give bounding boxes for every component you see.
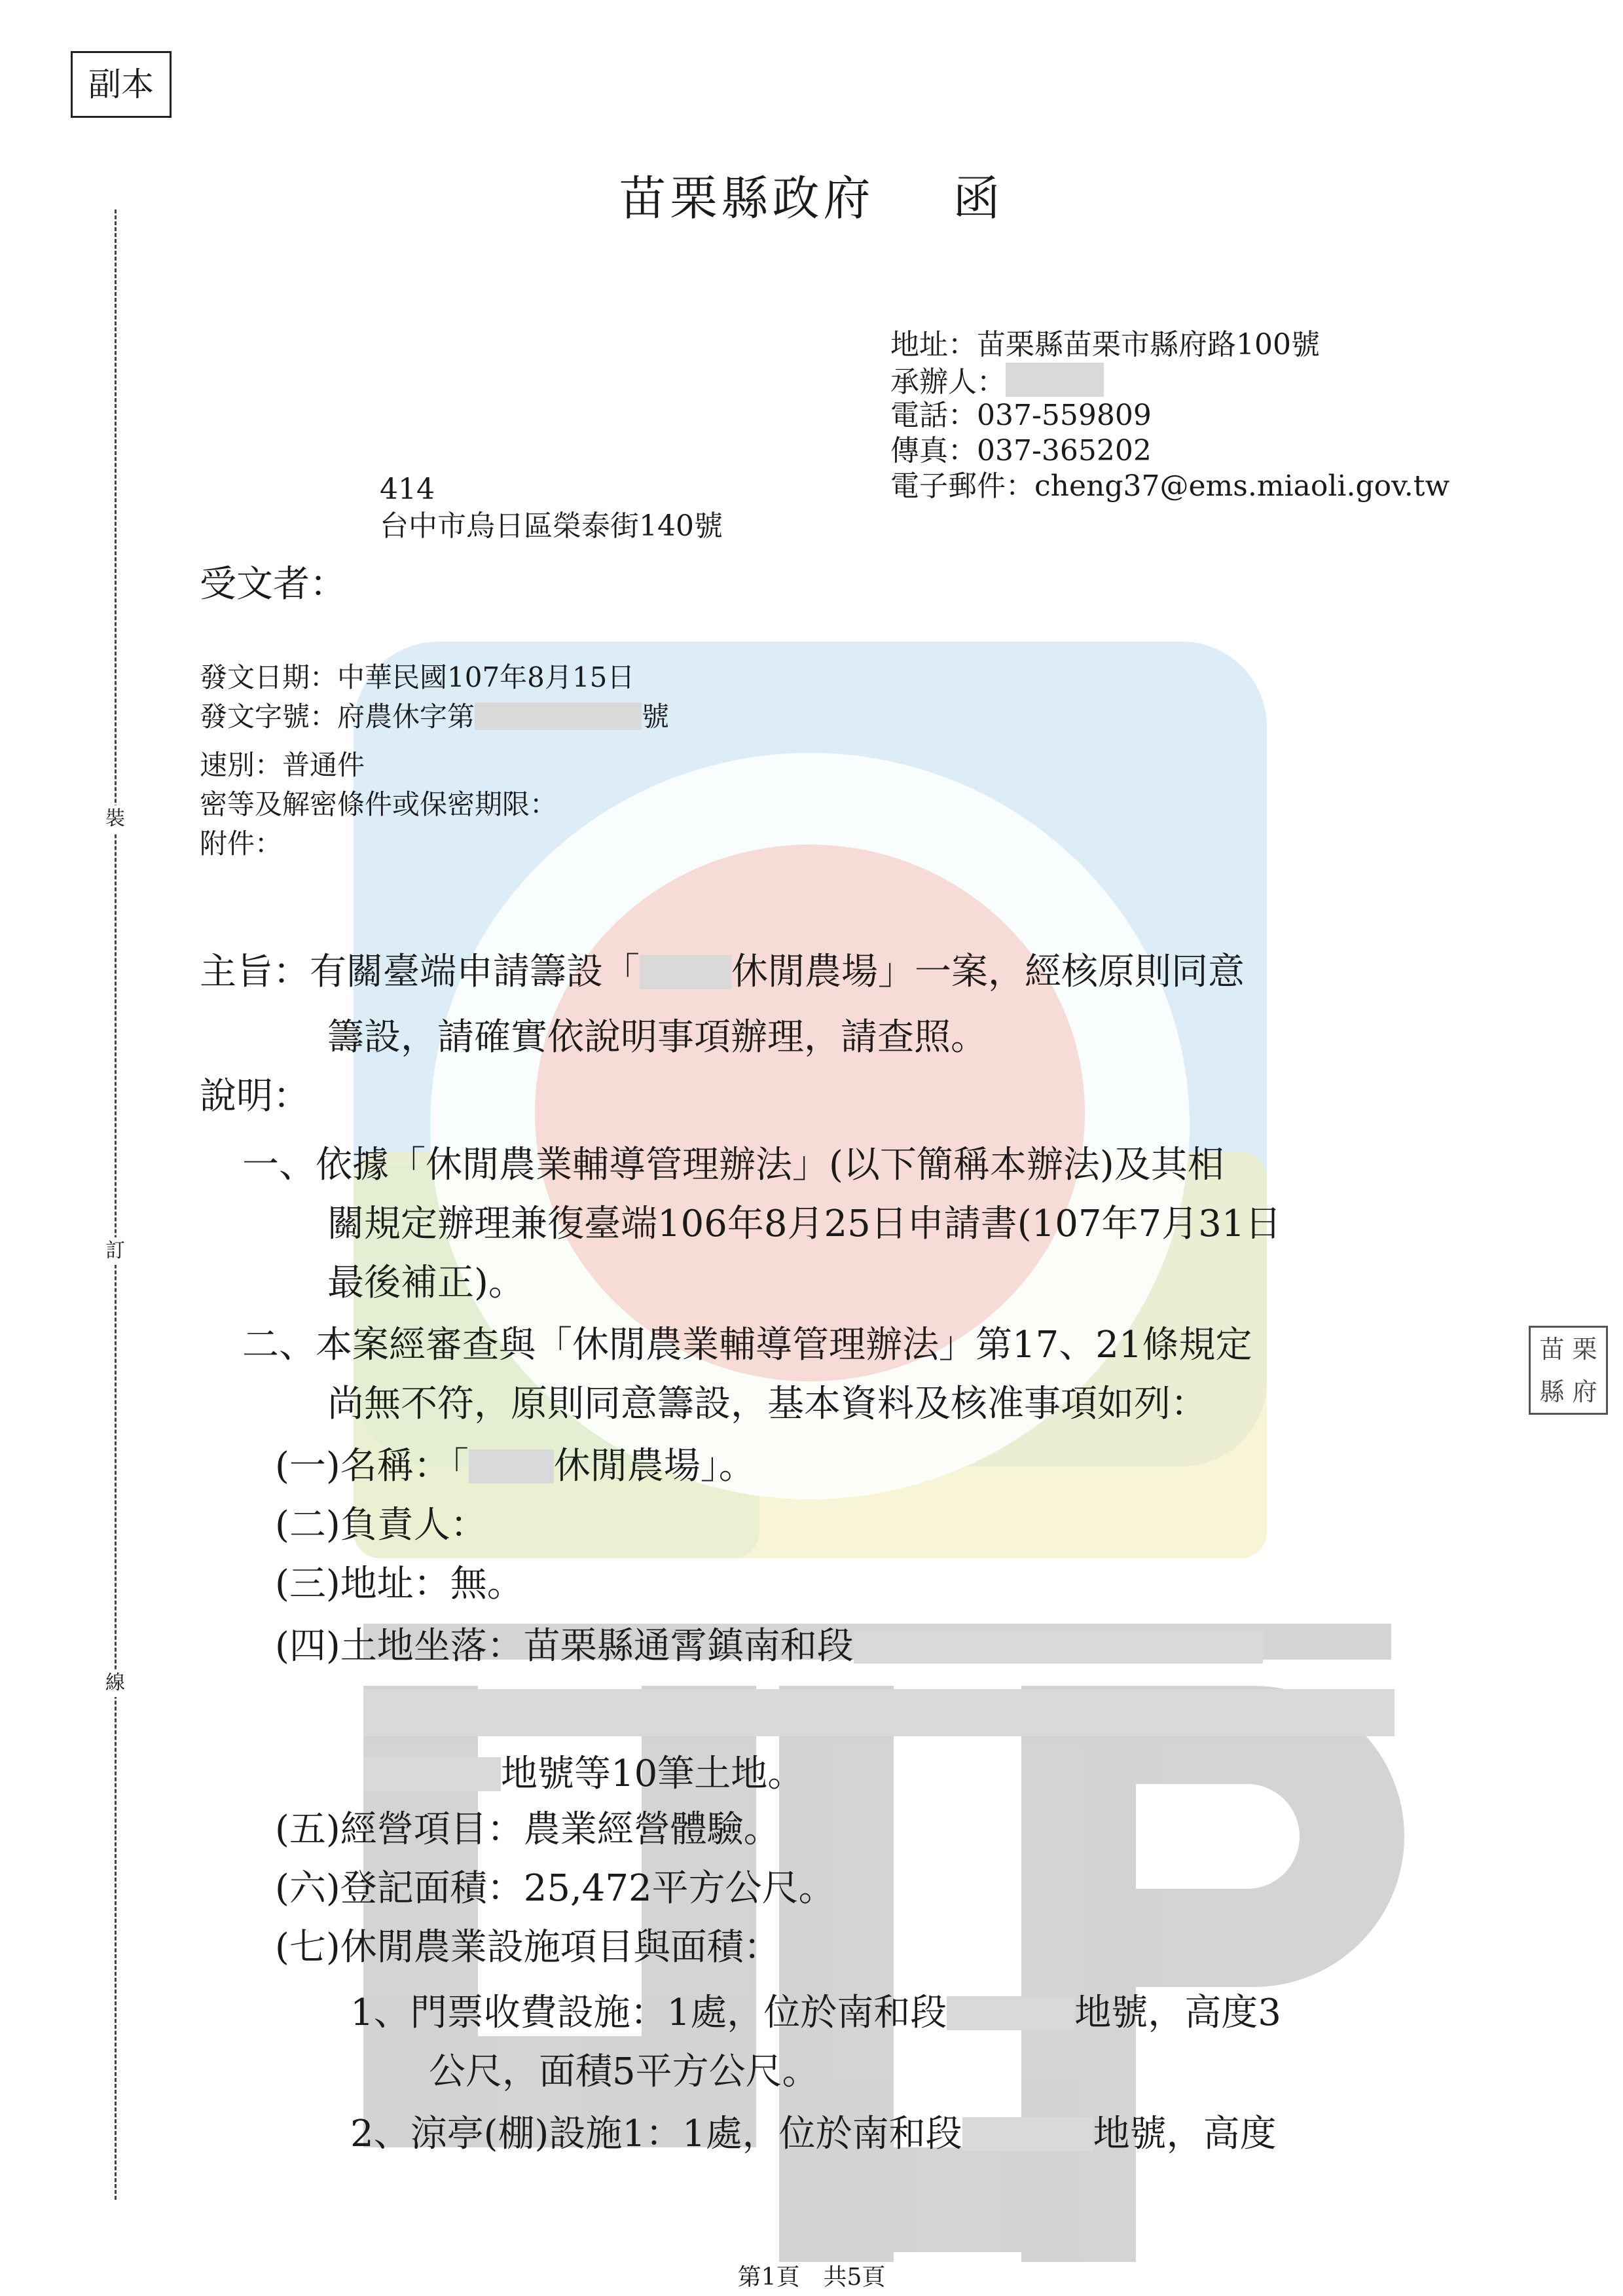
document-meta [200,658,669,864]
contact-address: 地址：苗栗縣苗栗市縣府路100號 [890,328,1320,361]
margin-mark-bind: 裝 [101,805,129,833]
detail-land-location-end: 地號等10筆土地。 [363,1745,804,1804]
document-title [0,160,1623,228]
explanation-item-1-line-1: 一、依據「休閒農業輔導管理辦法」(以下簡稱本辦法)及其相 [242,1144,1224,1186]
copy-stamp: 副本 [71,51,172,118]
facility-1-line-2: 公尺，面積5平方公尺。 [429,2050,819,2093]
explanation-item-1-line-2: 關規定辦理兼復臺端106年8月25日申請書(107年7月31日 [327,1203,1282,1245]
explanation-item-2-line-2: 尚無不符，原則同意籌設，基本資料及核准事項如列： [327,1383,1207,1425]
contact-block [890,327,1450,504]
speed-class: 速別：普通件 [200,749,365,781]
page-footer [0,2259,1623,2292]
detail-business-items: (五)經營項目：農業經營體驗。 [275,1808,780,1851]
contact-email: 電子郵件：cheng37@ems.miaoli.gov.tw [890,469,1450,503]
detail-land-location: (四)土地坐落：苗栗縣通霄鎮南和段 [275,1617,1263,1676]
detail-name: (一)名稱：「 休閒農場」。 [275,1445,756,1487]
contact-phone: 電話：037-559809 [890,399,1152,432]
redacted-land-numbers [363,1689,1395,1736]
page-number: 第1頁 [737,2264,800,2291]
official-seal: 苗 栗 縣 府 [1529,1326,1608,1415]
subject-line-2: 籌設，請確實依說明事項辦理，請查照。 [327,1016,987,1059]
detail-responsible-person: (二)負責人： [275,1504,487,1546]
facility-2-line-1: 2、涼亭(棚)設施1：1處，位於南和段 地號，高度 [350,2113,1277,2155]
recipient-postal-code: 414 [380,473,435,506]
issue-date: 發文日期：中華民國107年8月15日 [200,661,635,693]
contact-fax: 傳真：037-365202 [890,434,1152,467]
attachment: 附件： [200,828,283,860]
secrecy-level: 密等及解密條件或保密期限： [200,788,558,820]
margin-mark-line: 線 [101,1669,129,1697]
subject-label: 主旨： [200,951,310,993]
detail-facilities: (七)休閒農業設施項目與面積： [275,1926,780,1969]
detail-address: (三)地址：無。 [275,1563,524,1605]
page-total: 共5頁 [823,2264,886,2291]
subject-line-1: 主旨：有關臺端申請籌設「 休閒農場」一案，經核原則同意 [200,951,1245,993]
margin-mark-staple: 訂 [101,1237,129,1265]
receiver-label: 受文者： [200,563,346,606]
document-number: 發文字號：府農休字第 號 [200,701,670,733]
explanation-item-1-line-3: 最後補正)。 [327,1262,525,1304]
watermark-red-circle [535,845,1085,1381]
recipient-street: 台中市烏日區榮泰街140號 [380,509,723,543]
explanation-item-2-line-1: 二、本案經審查與「休閒農業輔導管理辦法」第17、21條規定 [242,1324,1252,1366]
contact-handler: 承辦人： [890,363,1450,398]
explanation-label: 說明： [200,1075,310,1118]
issuing-organization: 苗栗縣政府 [619,171,875,226]
binding-margin-line [115,210,117,2200]
facility-1-line-1: 1、門票收費設施：1處，位於南和段 地號，高度3 [350,1992,1281,2034]
document-type: 函 [953,171,1004,226]
detail-registered-area: (六)登記面積：25,472平方公尺。 [275,1867,835,1910]
recipient-address [380,471,723,545]
